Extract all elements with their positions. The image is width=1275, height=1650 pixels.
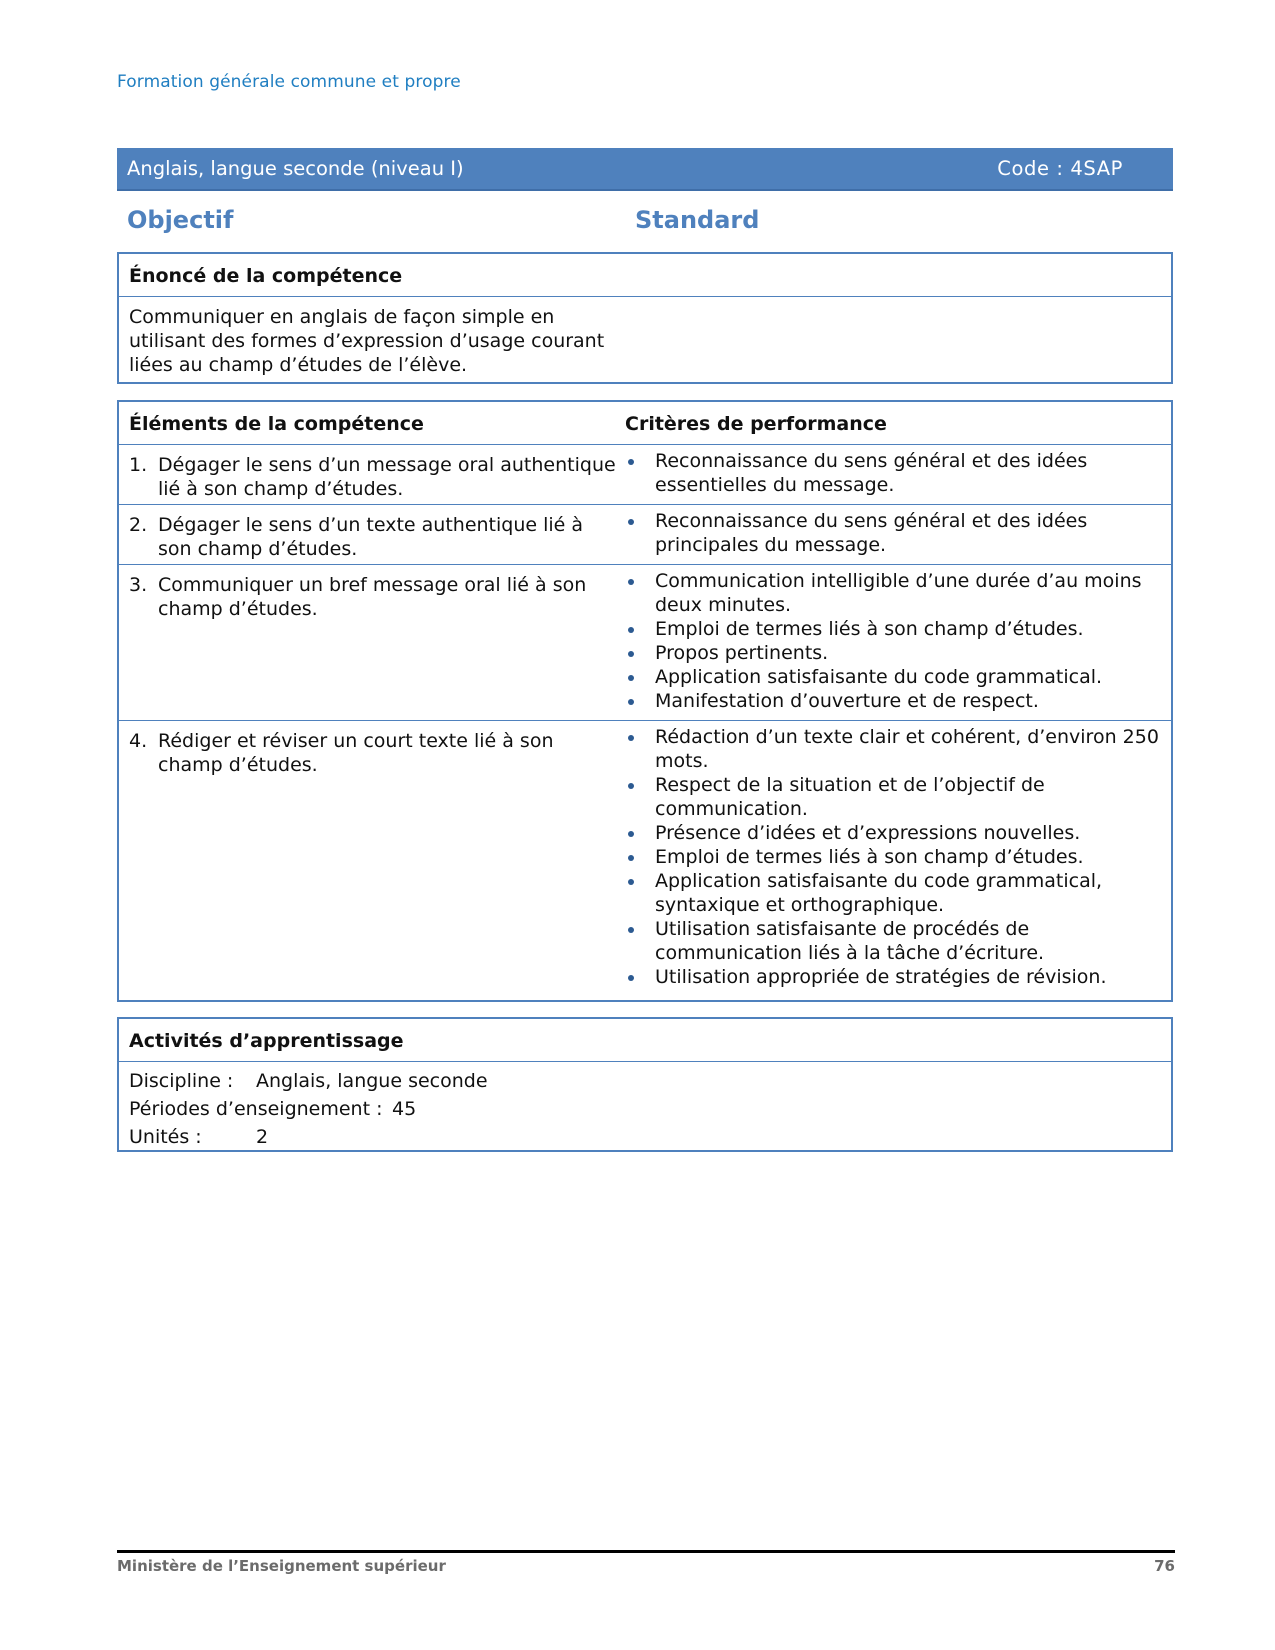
units-line [129,1123,1161,1151]
units-label: Unités : [129,1126,202,1148]
bullet-icon [628,831,634,837]
element-number: 3. [129,574,148,596]
discipline-value: Anglais, langue seconde [256,1070,488,1092]
performance-criteria-list [625,449,1165,497]
criterion-text: Communication intelligible d’une durée d’au moins deux minutes. [655,570,1142,616]
bullet-icon [628,579,634,585]
learning-activities-heading: Activités d’apprentissage [129,1030,404,1052]
criterion-item [625,509,1165,557]
course-title: Anglais, langue seconde (niveau I) [127,157,464,180]
criterion-item [625,641,1165,665]
performance-criteria-list [625,569,1165,713]
competency-element [129,729,619,777]
table-row [119,721,1171,997]
competency-statement-box [117,252,1173,384]
criteria-column-header: Critères de performance [625,413,887,435]
table-row [119,445,1171,505]
bullet-icon [628,783,634,789]
footer-ministry: Ministère de l’Enseignement supérieur [117,1557,446,1575]
bullet-icon [628,459,634,465]
competency-elements-table [117,400,1173,1002]
learning-activities-details [119,1062,1171,1156]
elements-column-header: Éléments de la compétence [129,413,424,435]
footer-divider [117,1550,1175,1553]
element-number: 1. [129,454,148,476]
bullet-icon [628,519,634,525]
criterion-text: Manifestation d’ouverture et de respect. [655,690,1039,712]
element-number: 4. [129,730,148,752]
competency-element [129,453,619,501]
learning-activities-header [119,1019,1171,1062]
criterion-text: Propos pertinents. [655,642,829,664]
criterion-text: Respect de la situation et de l’objectif de communication. [655,774,1045,820]
element-text: Dégager le sens d’un message oral authentique lié à son champ d’études. [158,454,616,500]
bullet-icon [628,855,634,861]
performance-criteria-list [625,725,1165,989]
criterion-text: Application satisfaisante du code grammatical. [655,666,1103,688]
competency-statement-text: Communiquer en anglais de façon simple en utilisant des formes d’expression d’usage courant liées au champ d’études de l’élève. [129,306,605,376]
table-header-row [119,402,1171,445]
competency-statement-heading: Énoncé de la compétence [129,265,403,287]
criterion-text: Reconnaissance du sens général et des idées essentielles du message. [655,450,1088,496]
criterion-text: Utilisation satisfaisante de procédés de communication liés à la tâche d’écriture. [655,918,1045,964]
criterion-item [625,845,1165,869]
criterion-item [625,917,1165,965]
criterion-text: Emploi de termes liés à son champ d’études. [655,618,1084,640]
bullet-icon [628,651,634,657]
bullet-icon [628,627,634,633]
running-header: Formation générale commune et propre [117,72,461,92]
periods-line [129,1095,1161,1123]
criterion-text: Application satisfaisante du code grammatical, syntaxique et orthographique. [655,870,1103,916]
course-title-bar [117,148,1173,191]
bullet-icon [628,927,634,933]
criterion-item [625,617,1165,641]
bullet-icon [628,699,634,705]
standard-heading: Standard [635,206,760,234]
criterion-item [625,689,1165,713]
learning-activities-box [117,1017,1173,1152]
criterion-text: Rédaction d’un texte clair et cohérent, d’environ 250 mots. [655,726,1159,772]
table-row [119,565,1171,721]
bullet-icon [628,675,634,681]
criterion-item [625,569,1165,617]
course-code: Code : 4SAP [997,157,1123,180]
bullet-icon [628,975,634,981]
periods-value: 45 [392,1098,417,1120]
periods-label: Périodes d’enseignement : [129,1098,383,1120]
criterion-item [625,965,1165,989]
element-text: Rédiger et réviser un court texte lié à son champ d’études. [158,730,554,776]
criterion-text: Reconnaissance du sens général et des idées principales du message. [655,510,1088,556]
criterion-text: Utilisation appropriée de stratégies de révision. [655,966,1107,988]
competency-element [129,513,619,561]
page-number: 76 [1154,1557,1175,1575]
criterion-item [625,725,1165,773]
units-value: 2 [256,1126,269,1148]
criterion-item [625,773,1165,821]
competency-element [129,573,619,621]
criterion-text: Présence d’idées et d’expressions nouvelles. [655,822,1081,844]
table-row [119,505,1171,565]
criterion-item [625,821,1165,845]
bullet-icon [628,879,634,885]
objective-heading: Objectif [127,206,234,234]
competency-statement-header [119,254,1171,297]
criterion-item [625,665,1165,689]
criterion-text: Emploi de termes liés à son champ d’études. [655,846,1084,868]
element-text: Dégager le sens d’un texte authentique lié à son champ d’études. [158,514,584,560]
criterion-item [625,869,1165,917]
performance-criteria-list [625,509,1165,557]
criterion-item [625,449,1165,497]
bullet-icon [628,735,634,741]
table-body [119,445,1171,997]
element-text: Communiquer un bref message oral lié à son champ d’études. [158,574,587,620]
element-number: 2. [129,514,148,536]
discipline-label: Discipline : [129,1070,234,1092]
discipline-line [129,1067,1161,1095]
